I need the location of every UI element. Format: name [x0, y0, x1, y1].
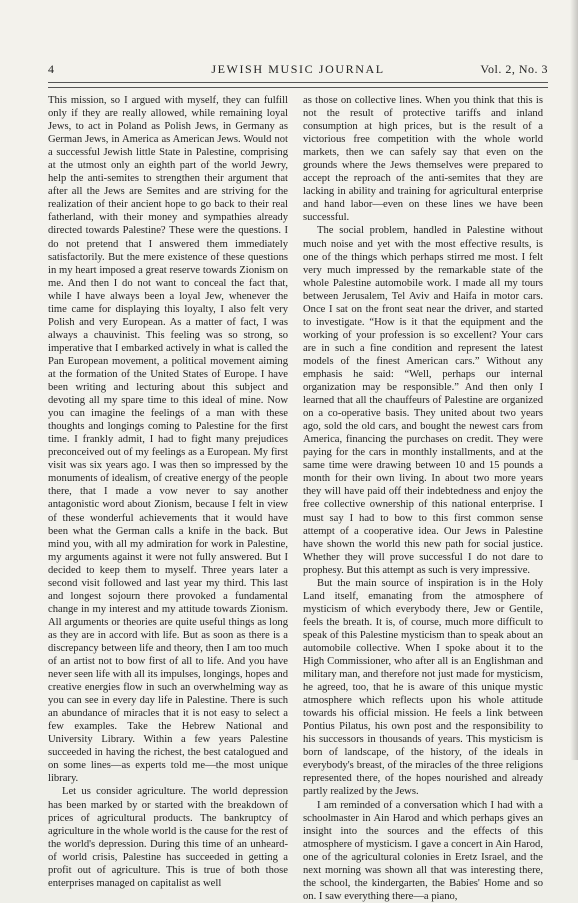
issue-label: Vol. 2, No. 3 — [480, 62, 548, 76]
right-column — [303, 94, 543, 902]
journal-title: JEWISH MUSIC JOURNAL — [211, 62, 385, 76]
paragraph: But the main source of inspiration is in the Holy Land itself, emanating from the atmosphere of mysticism of which everybody there, Jew or Gentile, feels the breath. It is, of course, much more difficult to speak of this Palestine mysticism than to speak about an automobile collective. When I spoke about it to the High Commissioner, who after all is an Englishman and military man, and therefore not just made for mysticism, he agreed, too, that he is aware of this unique mystic atmosphere which reflects upon his whole attitude towards his official mission. He feels a link between Pontius Pilatus, his own post and the responsibility to his successors in thousands of years. This mysticism is born of landscape, of the history, of the ideals in everybody's breast, of the miracles of the three religions represented there, of the hopes nourished and already partly realized by the Jews. — [303, 577, 543, 798]
paragraph: Let us consider agriculture. The world depression has been marked by or started with the breakdown of prices of agricultural products. The bankruptcy of agriculture in the whole world is the cause for the rest of the world's depression. During this time of an unheard-of world crisis, Palestine has succeeded in getting a profit out of agriculture. This is true of both those enterprises managed on capitalist as well — [48, 786, 288, 889]
page-number: 4 — [48, 62, 55, 76]
header-rule — [48, 82, 548, 88]
paragraph: This mission, so I argued with myself, they can fulfill only if they are really allowed, while remaining loyal Jews, to act in Poland as Polish Jews, in Germany as German Jews, in America as American Jews. Would not a successful Jewish little State in Palestine, comprising at the utmost only an eighth part of the world Jewry, help the anti-semites to strengthen their argument that after all the Jews are Semites and are striving for the realization of their ancient hope to go back to their real fatherland, with their money and sympathies already directed towards Palestine? These were the questions. I do not pretend that I answered them immediately satisfactorily. But the mere existence of these questions in my heart imposed a great reserve towards Zionism on me. And then I do not want to conceal the fact that, while I have always been a loyal Jew, whenever the time came for displaying this loyalty, I also felt very Polish and very European. As a matter of fact, I was always a chauvinist. This feeling was so strong, so imperative that I embarked actively in what is called the Pan European movement, a political movement aiming at the formation of the United States of Europe. I have been writing and lecturing about this subject and devoting all my spare time to this ideal of mine. Now you can imagine the feelings of a man with these thoughts and longings coming to Palestine for the first time. I frankly admit, I had to fight many prejudices preconceived out of my feelings as a European. My first visit was six years ago. I was then so impressed by the monuments of idealism, of creative energy of the people there, that I made a vow never to say another antagonistic word about Zionism, because I felt in view of these wonderful achievements that it would have been what the German calls a knife in the back. But mind you, with all my admiration for work in Palestine, my arguments against it were not fully answered. But I decided to keep them to myself. Three years later a second visit followed and last year my third. This last and longest sojourn there provoked a fundamental change in my interest and my attitude towards Zionism. All arguments or theories are quite useful things as long as they are in accord with life. But as soon as there is a discrepancy between life and theory, then I am too much of an artist not to bow first of all to life. And you have never seen life with all its impulses, longings, hopes and creative energies flow in such an overwhelming way as you can see in every day life in Palestine. There is such an abundance of miracles that it is not easy to select a few examples. Take the Hebrew National and University Library. Within a few years Palestine succeeded in having the richest, the best catalogued and on some lines—as experts told me—the most unique library. — [48, 95, 288, 785]
paragraph: as those on collective lines. When you think that this is not the result of protective tariffs and inland consumption at high prices, but is the result of a victorious free competition with the whole world markets, then we can safely say that even on the grounds where the Jews themselves were prepared to accept the reproach of the anti-semites that they are lacking in ability and training for agricultural enterprise and hand labor—even on these lines we have been successful. — [303, 95, 543, 224]
page-edge-shadow — [570, 0, 578, 760]
page-header — [48, 62, 548, 82]
left-column — [48, 94, 288, 889]
paragraph: The social problem, handled in Palestine without much noise and yet with the most effective results, is one of the things which perhaps stirred me most. I felt very much impressed by the remarkable state of the whole Palestine automobile work. I made all my tours between Jerusalem, Tel Aviv and Haifa in motor cars. Once I sat on the front seat near the driver, and started to investigate. “How is it that the equipment and the working of your profession is so excellent? Your cars are in such a fine condition and represent the latest models of the finest American cars.” Without any emphasis he said: “Well, perhaps our internal organization may be responsible.” And then only I learned that all the chauffeurs of Palestine are organized on a co-operative basis. They united about two years ago, sold the old cars, and bought the newest cars from America, financing the purchases on credit. They were paying for the cars in monthly installments, and at the same time were drawing between 10 and 15 pounds a month for their own living. In about two more years they will have paid off their indebtedness and enjoy the free collective ownership of this national enterprise. I must say I had to bow to this first common sense attempt of a cooperative idea. Our Jews in Palestine have shown the world this new path for social justice. Whether they will prove successful I do not dare to prophesy. But this attempt as such is very impressive. — [303, 225, 543, 576]
paragraph: I am reminded of a conversation which I had with a schoolmaster in Ain Harod and which perhaps gives an insight into the sources and the effects of this atmosphere of mysticism. I gave a concert in Ain Harod, one of the agricultural colonies in Eretz Israel, and the next morning was shown all that was interesting there, the school, the kindergarten, the Babies' Home and so on. I saw everything there—a piano, — [303, 799, 543, 902]
